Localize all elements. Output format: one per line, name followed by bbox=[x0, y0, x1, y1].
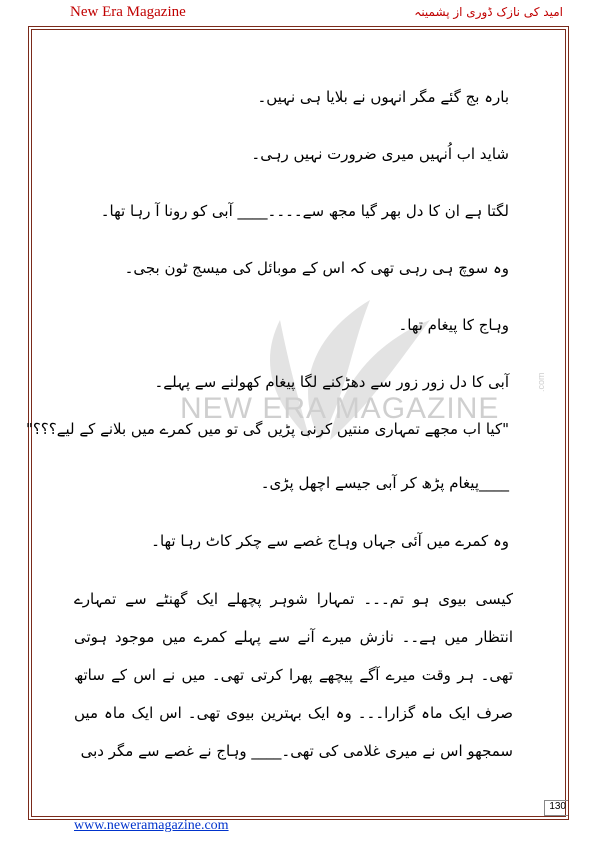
watermark-suffix: .com bbox=[536, 372, 546, 392]
paragraph-10: کیسی بیوی ہو تم۔۔۔ تمہارا شوہر پچھلے ایک گھنٹے سے تمہارے انتظار میں ہے۔۔ نازش میرے آنے سے پہلے کمرے میں موجود ہوتی تھی۔ ہر وقت میرے آگے پیچھے پھرا کرتی تھی۔ میں نے اس کے ساتھ صرف ایک ماہ گزارا۔۔۔ وہ ایک بہترین بیوی تھی۔ اس ایک ماہ میں سمجھو اس نے میری غلامی کی تھی۔____ وہاج نے غصے سے مگر دبی bbox=[74, 590, 513, 760]
watermark-text: NEW ERA MAGAZINE bbox=[180, 392, 500, 425]
paragraph-9: وہ کمرے میں آئی جہاں وہاج غصے سے چکر کاٹ رہا تھا۔ bbox=[151, 532, 509, 550]
paragraph-5: وہاج کا پیغام تھا۔ bbox=[398, 316, 509, 334]
magazine-name: New Era Magazine bbox=[70, 4, 186, 20]
paragraph-8: ____پیغام پڑھ کر آبی جیسے اچھل پڑی۔ bbox=[260, 474, 509, 492]
footer-website-link[interactable]: www.neweramagazine.com bbox=[74, 818, 229, 833]
paragraph-1: بارہ بج گئے مگر انہوں نے بلایا ہی نہیں۔ bbox=[257, 88, 509, 106]
paragraph-6: آبی کا دل زور زور سے دھڑکنے لگا پیغام کھولنے سے پہلے۔ bbox=[154, 373, 509, 391]
paragraph-2: شاید اب اُنہیں میری ضرورت نہیں رہی۔ bbox=[251, 145, 509, 163]
paragraph-7: "کیا اب مجھے تمہاری منتیں کرنی پڑیں گی تو میں کمرے میں بلانے کے لیے؟؟؟" bbox=[25, 420, 509, 438]
story-title: امید کی نازک ڈوری از پشمینہ bbox=[414, 5, 563, 19]
page-number: 130 bbox=[544, 800, 568, 816]
paragraph-3: لگتا ہے ان کا دل بھر گیا مجھ سے۔۔۔۔____ آبی کو رونا آ رہا تھا۔ bbox=[100, 202, 509, 220]
paragraph-4: وہ سوچ ہی رہی تھی کہ اس کے موبائل کی میسج ٹون بجی۔ bbox=[124, 259, 509, 277]
